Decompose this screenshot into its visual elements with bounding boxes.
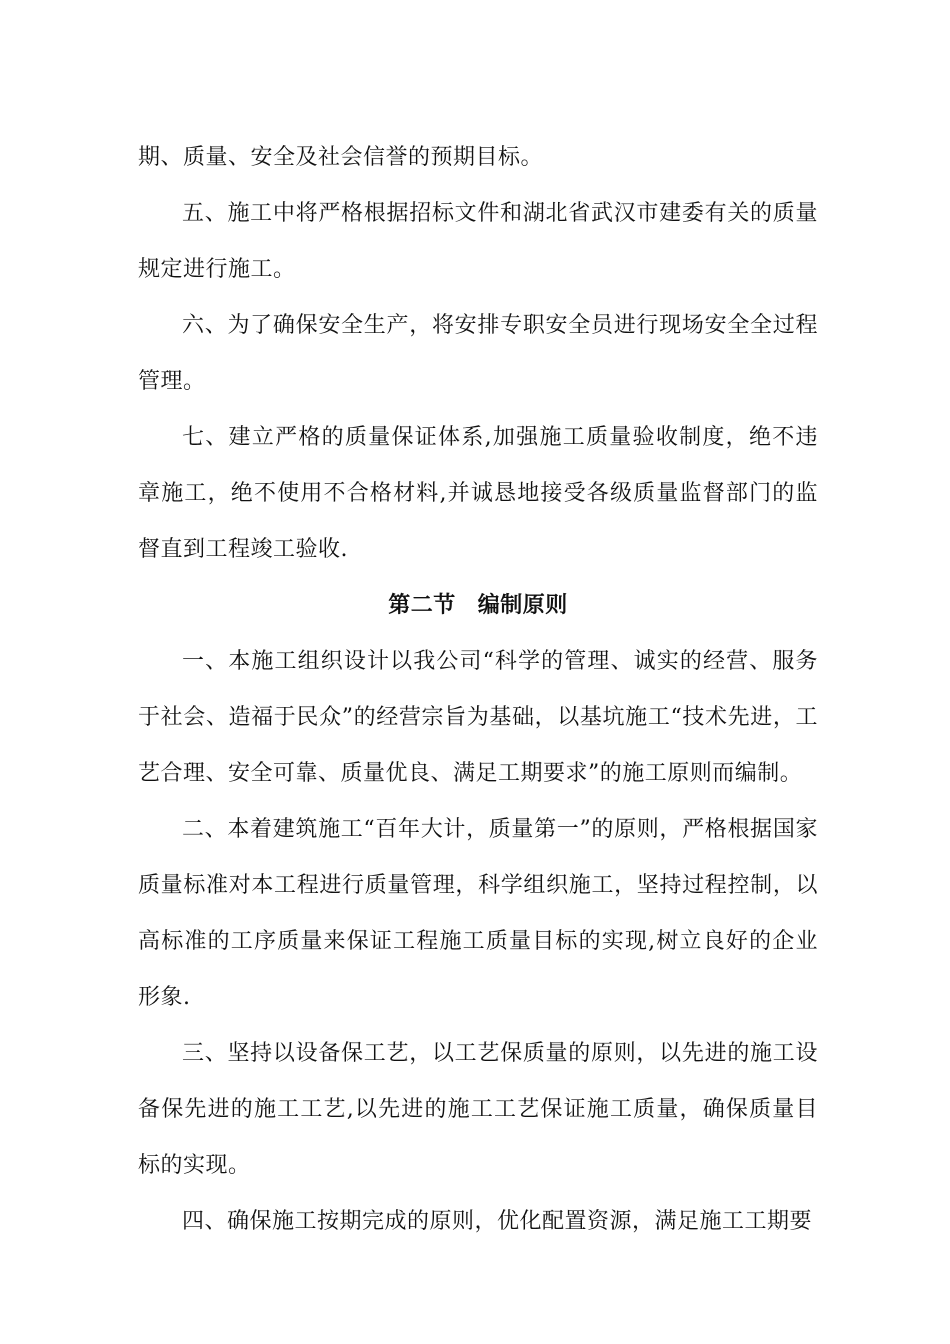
section-number: 第二节 bbox=[388, 593, 456, 618]
paragraph-item-5: 五、施工中将严格根据招标文件和湖北省武汉市建委有关的质量规定进行施工。 bbox=[138, 201, 818, 282]
section-title: 编制原则 bbox=[477, 593, 568, 618]
paragraph-item-6: 六、为了确保安全生产，将安排专职安全员进行现场安全全过程管理。 bbox=[138, 313, 818, 394]
principle-item-1: 一、本施工组织设计以我公司“科学的管理、诚实的经营、服务于社会、造福于民众”的经营宗旨为基础，以基坑施工“技术先进，工艺合理、安全可靠、质量优良、满足工期要求”的施工原则而编制。 bbox=[138, 649, 818, 786]
principle-item-3: 三、坚持以设备保工艺，以工艺保质量的原则，以先进的施工设备保先进的施工工艺,以先进的施工工艺保证施工质量，确保质量目标的实现。 bbox=[138, 1041, 818, 1178]
paragraph-item-7: 七、建立严格的质量保证体系,加强施工质量验收制度，绝不违章施工，绝不使用不合格材料,并诚恳地接受各级质量监督部门的监督直到工程竣工验收. bbox=[138, 425, 818, 562]
document-body bbox=[138, 130, 818, 1250]
principle-item-2: 二、本着建筑施工“百年大计，质量第一”的原则，严格根据国家质量标准对本工程进行质量管理，科学组织施工，坚持过程控制，以高标准的工序质量来保证工程施工质量目标的实现,树立良好的企业形象. bbox=[138, 817, 818, 1010]
principle-item-4: 四、确保施工按期完成的原则，优化配置资源，满足施工工期要 bbox=[182, 1209, 813, 1234]
section-heading bbox=[138, 578, 818, 634]
paragraph-continuation: 期、质量、安全及社会信誉的预期目标。 bbox=[138, 145, 544, 170]
